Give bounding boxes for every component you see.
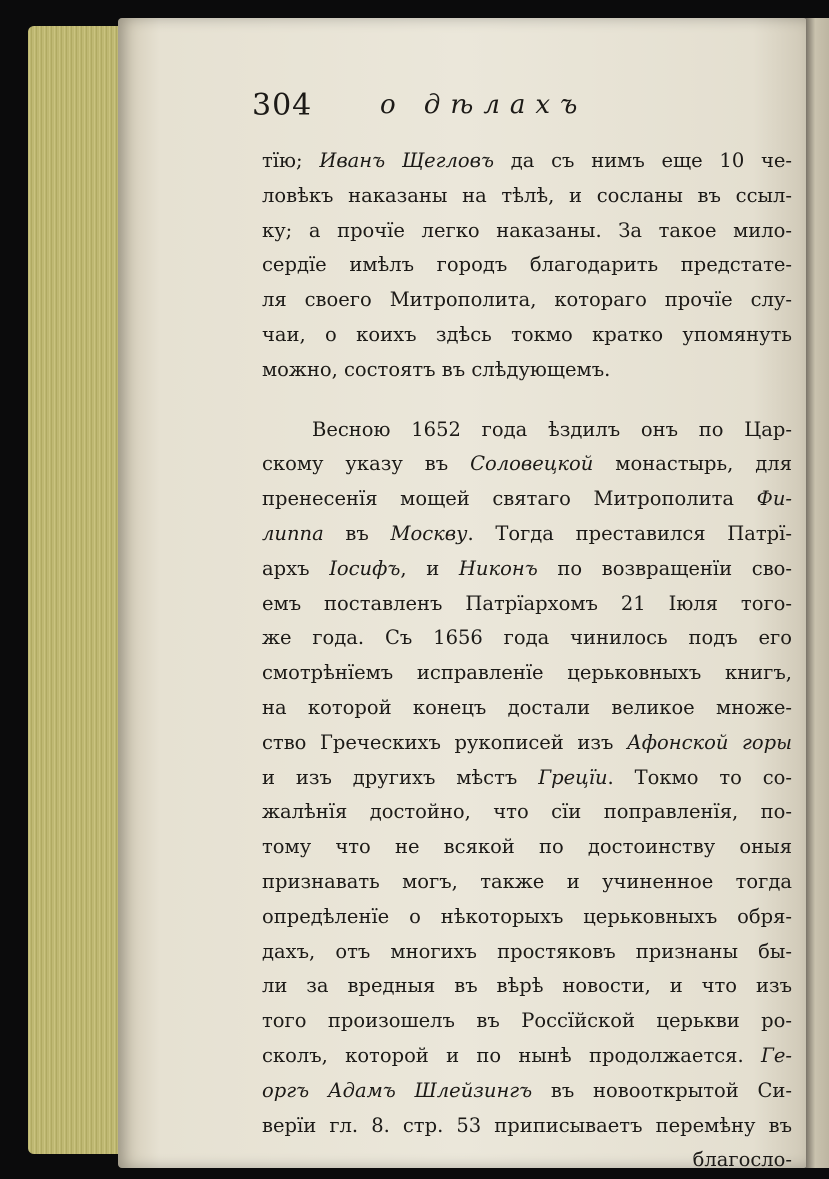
- text-line: [262, 795, 792, 830]
- text-run: въ новооткрытой Си-: [532, 1078, 792, 1102]
- text-run: на которой конецъ достали великое множе-: [262, 695, 792, 719]
- text-run: тому что не всякой по достоинству оныя: [262, 835, 792, 859]
- body-text: [262, 144, 792, 1178]
- text-run: монастырь, для: [593, 452, 792, 476]
- text-run: верїи гл. 8. стр. 53 приписываетъ перемѣну въ: [262, 1113, 792, 1137]
- text-line: [262, 726, 792, 761]
- text-run: ля своего Митрополита, котораго прочїе слу-: [262, 288, 792, 312]
- text-line: [262, 482, 792, 517]
- italic-text: Иванъ Щегловъ: [319, 149, 495, 172]
- text-run: по возвращенїи сво-: [537, 556, 793, 580]
- text-line: [262, 900, 792, 935]
- italic-text: Никонъ: [458, 556, 538, 580]
- text-line: [262, 353, 792, 388]
- text-line: [262, 517, 792, 552]
- text-line: [262, 865, 792, 900]
- italic-text: липпа: [262, 521, 324, 545]
- text-run: же года. Съ 1656 года чинилось подъ его: [262, 626, 792, 650]
- text-run: ли за вредныя въ вѣрѣ новости, и что изъ: [262, 974, 792, 998]
- page-number: 304: [252, 88, 313, 123]
- page-header: [252, 84, 792, 128]
- text-line: [262, 447, 792, 482]
- italic-text: Іосифъ: [329, 556, 401, 580]
- text-run: пренесенїя мощей святаго Митрополита: [262, 487, 757, 511]
- text-run: ловѣкъ наказаны на тѣлѣ, и сосланы въ ссыл-: [262, 183, 792, 207]
- text-line: [262, 1004, 792, 1039]
- text-run: въ: [323, 521, 391, 545]
- text-line: [262, 1074, 792, 1109]
- text-run: . Токмо то со-: [607, 765, 792, 789]
- text-line: [262, 283, 792, 318]
- text-line: [262, 656, 792, 691]
- italic-text: Фи-: [756, 487, 792, 511]
- text-run: и изъ другихъ мѣстъ: [262, 765, 539, 789]
- text-run: дахъ, отъ многихъ простяковъ признаны бы-: [262, 939, 792, 963]
- text-run: сердїе имѣлъ городъ благодарить предстате-: [262, 253, 792, 277]
- text-line: [262, 552, 792, 587]
- text-line: [262, 1109, 792, 1144]
- text-line: [262, 691, 792, 726]
- text-line: [262, 248, 792, 283]
- text-line: [262, 318, 792, 353]
- italic-text: оргъ Адамъ Шлейзингъ: [262, 1078, 533, 1102]
- text-run: жалѣнїя достойно, что сїи поправленїя, по-: [262, 800, 792, 824]
- text-run: . Тогда преставился Патрї-: [467, 521, 792, 545]
- text-run: сколъ, которой и по нынѣ продолжается.: [262, 1043, 761, 1067]
- text-run: можно, состоятъ въ слѣдующемъ.: [262, 357, 611, 381]
- text-run: ство Греческихъ рукописей изъ: [262, 730, 627, 754]
- text-run: скому указу въ: [262, 452, 471, 476]
- text-run: да съ нимъ еще 10 че-: [494, 149, 793, 172]
- text-run: архъ: [262, 556, 330, 580]
- text-run: ку; а прочїе легко наказаны. За такое мило-: [262, 218, 792, 242]
- italic-text: Соловецкой: [470, 452, 594, 476]
- text-run: Весною 1652 года ѣздилъ онъ по Цар-: [312, 417, 792, 441]
- text-line: [262, 214, 792, 249]
- text-run: тїю;: [262, 149, 320, 172]
- text-run: емъ поставленъ Патрїархомъ 21 Іюля тогo-: [262, 591, 792, 615]
- text-line: [262, 830, 792, 865]
- text-line: [262, 621, 792, 656]
- text-line: [262, 179, 792, 214]
- text-line: [262, 144, 792, 179]
- italic-text: Афонской горы: [626, 730, 792, 754]
- text-line: [262, 1039, 792, 1074]
- text-line: [262, 587, 792, 622]
- facing-page-edge: [806, 18, 829, 1168]
- text-line: [262, 1143, 792, 1178]
- italic-text: Грецїи: [538, 765, 608, 789]
- italic-text: Ге-: [760, 1043, 792, 1067]
- text-line: [262, 761, 792, 796]
- text-run: благосло-: [692, 1148, 792, 1172]
- italic-text: Москву: [390, 521, 468, 545]
- paragraph: [262, 413, 792, 1179]
- running-head: о дѣлахъ: [380, 90, 588, 120]
- text-run: опредѣленїе о нѣкоторыхъ церьковныхъ обря-: [262, 904, 792, 928]
- text-run: признавать могъ, также и учиненное тогда: [262, 869, 792, 893]
- text-run: того произошелъ въ Россїйской церькви ро-: [262, 1009, 792, 1033]
- text-line: [262, 413, 792, 448]
- text-line: [262, 969, 792, 1004]
- text-run: смотрѣнїемъ исправленїе церьковныхъ книгъ,: [262, 661, 792, 685]
- text-run: чаи, о коихъ здѣсь токмо кратко упомянуть: [262, 322, 792, 346]
- paragraph: [262, 144, 792, 388]
- text-line: [262, 935, 792, 970]
- text-run: , и: [400, 556, 459, 580]
